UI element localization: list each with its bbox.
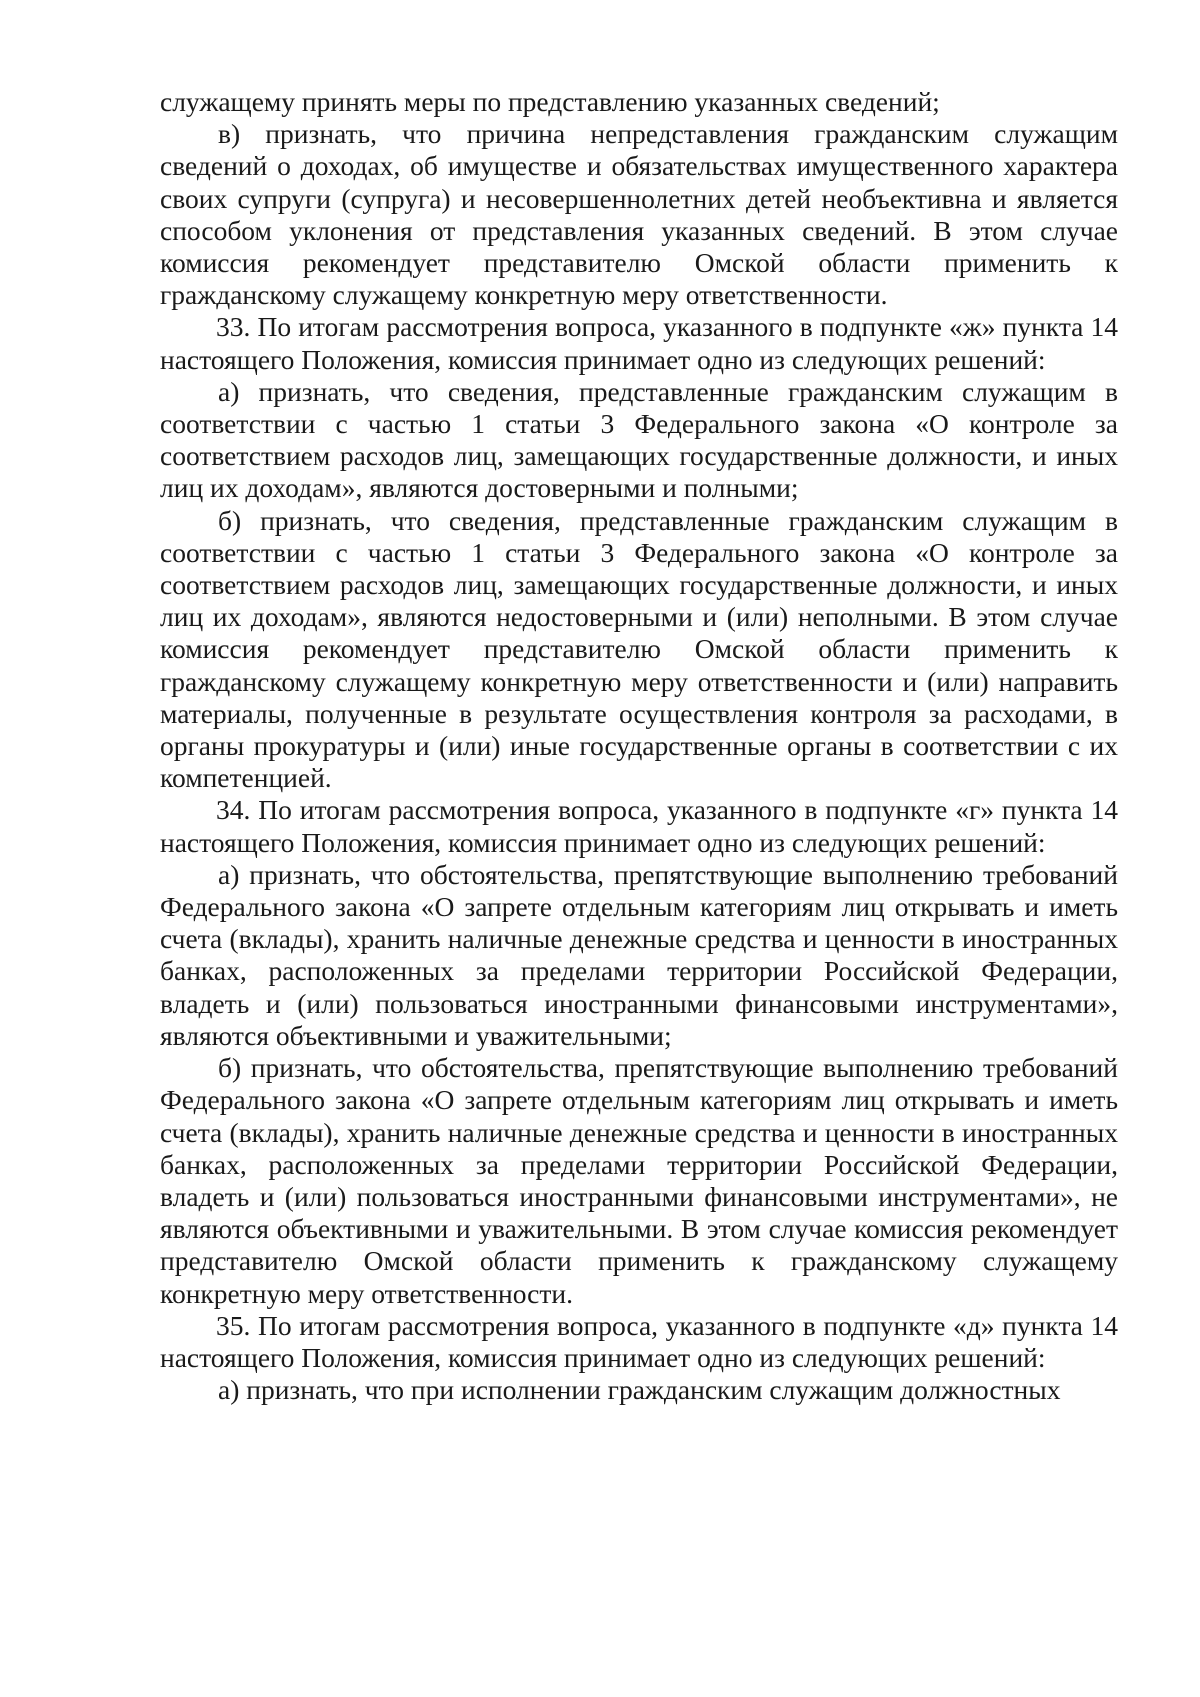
paragraph-item-33-a: а) признать, что сведения, представленные гражданским служащим в соответствии с частью 1 статьи 3 Федерального закона «О контроле за соответствием расходов лиц, замещающих государственные должности, и иных лиц их доходам», являются достоверными и полными; <box>160 375 1118 504</box>
paragraph-item-33-b: б) признать, что сведения, представленные гражданским служащим в соответствии с частью 1 статьи 3 Федерального закона «О контроле за соответствием расходов лиц, замещающих государственные должности, и иных лиц их доходам», являются недостоверными и (или) неполными. В этом случае комиссия рекомендует представителю Омской области применить к гражданскому служащему конкретную меру ответственности и (или) направить материалы, полученные в результате осуществления контроля за расходами, в органы прокуратуры и (или) иные государственные органы в соответствии с их компетенцией. <box>160 504 1118 794</box>
paragraph-continuation: служащему принять меры по представлению указанных сведений; <box>160 86 940 117</box>
paragraph-subitem-v: в) признать, что причина непредставления гражданским служащим сведений о доходах, об имуществе и обязательствах имущественного характера своих супруги (супруга) и несовершеннолетних детей необъективна и является способом уклонения от представления указанных сведений. В этом случае комиссия рекомендует представителю Омской области применить к гражданскому служащему конкретную меру ответственности. <box>160 118 1118 311</box>
paragraph-item-34-b: б) признать, что обстоятельства, препятствующие выполнению требований Федерального закона «О запрете отдельным категориям лиц открывать и иметь счета (вклады), хранить наличные денежные средства и ценности в иностранных банках, расположенных за пределами территории Российской Федерации, владеть и (или) пользоваться иностранными финансовыми инструментами», не являются объективными и уважительными. В этом случае комиссия рекомендует представителю Омской области применить к гражданскому служащему конкретную меру ответственности. <box>160 1052 1118 1309</box>
document-body <box>160 86 1118 1406</box>
paragraph-item-34: 34. По итогам рассмотрения вопроса, указанного в подпункте «г» пункта 14 настоящего Положения, комиссия принимает одно из следующих решений: <box>160 794 1118 858</box>
paragraph-item-35-a: а) признать, что при исполнении гражданским служащим должностных <box>218 1374 1061 1406</box>
paragraph-item-34-a: а) признать, что обстоятельства, препятствующие выполнению требований Федерального закона «О запрете отдельным категориям лиц открывать и иметь счета (вклады), хранить наличные денежные средства и ценности в иностранных банках, расположенных за пределами территории Российской Федерации, владеть и (или) пользоваться иностранными финансовыми инструментами», являются объективными и уважительными; <box>160 858 1118 1051</box>
paragraph-item-35: 35. По итогам рассмотрения вопроса, указанного в подпункте «д» пункта 14 настоящего Положения, комиссия принимает одно из следующих решений: <box>160 1309 1118 1373</box>
paragraph-item-33: 33. По итогам рассмотрения вопроса, указанного в подпункте «ж» пункта 14 настоящего Положения, комиссия принимает одно из следующих решений: <box>160 311 1118 375</box>
